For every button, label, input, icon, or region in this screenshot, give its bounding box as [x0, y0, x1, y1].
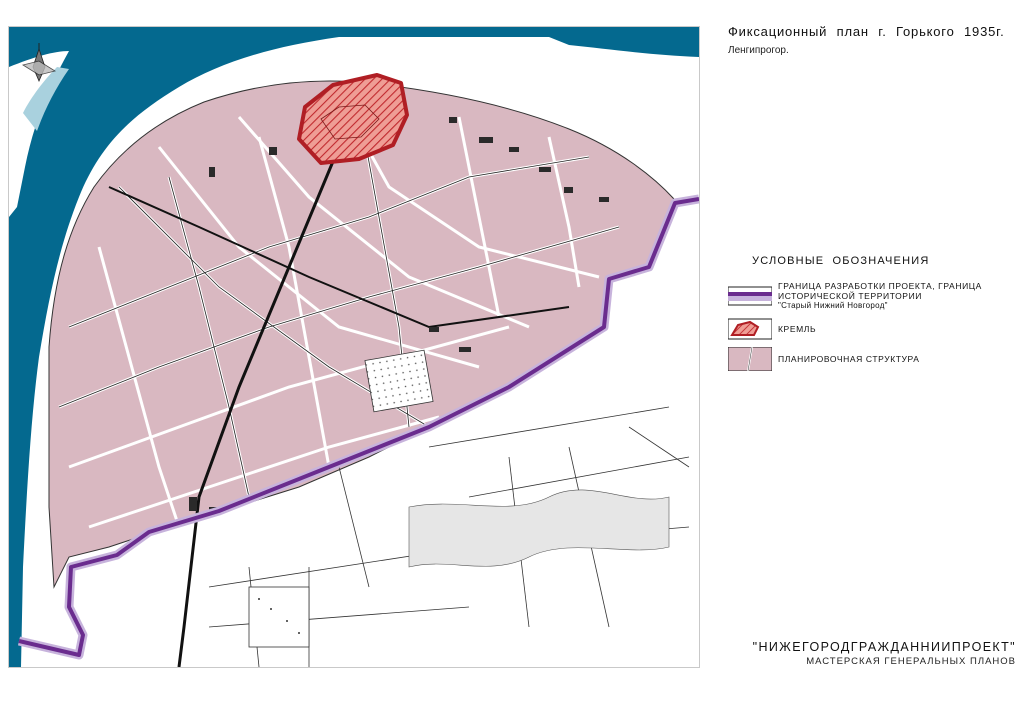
- legend-item-kremlin: [728, 317, 1018, 341]
- map-subtitle: Ленгипрогор.: [728, 45, 789, 56]
- legend-item-boundary: [728, 281, 1018, 311]
- city-plan-map[interactable]: [8, 26, 700, 668]
- legend-label-planning: ПЛАНИРОВОЧНАЯ СТРУКТУРА: [778, 354, 920, 364]
- legend-sublabel-boundary: "Старый Нижний Новгород": [778, 301, 888, 310]
- title-block: [728, 24, 1018, 56]
- legend-label-boundary: ГРАНИЦА РАЗРАБОТКИ ПРОЕКТА, ГРАНИЦА ИСТОРИЧЕСКОЙ ТЕРРИТОРИИ: [778, 281, 982, 301]
- boundary-line-icon: [728, 284, 772, 308]
- legend: [728, 255, 1018, 377]
- kremlin-hatch-icon: [728, 317, 772, 341]
- central-square: [365, 350, 433, 412]
- legend-label-kremlin: КРЕМЛЬ: [778, 324, 817, 334]
- legend-item-planning: [728, 347, 1018, 371]
- organization-name: "НИЖЕГОРОДГРАЖДАННИИПРОЕКТ": [752, 640, 1016, 654]
- suburb-block: [249, 587, 309, 647]
- organization-department: МАСТЕРСКАЯ ГЕНЕРАЛЬНЫХ ПЛАНОВ: [806, 656, 1016, 667]
- map-title: Фиксационный план г. Горького 1935г.: [728, 24, 1005, 39]
- river-right: [549, 37, 699, 57]
- legend-title: УСЛОВНЫЕ ОБОЗНАЧЕНИЯ: [752, 255, 930, 267]
- organization-block: [753, 640, 1016, 667]
- map-drawing: [9, 27, 699, 667]
- planning-fill-icon: [728, 347, 772, 371]
- ravine: [409, 490, 669, 567]
